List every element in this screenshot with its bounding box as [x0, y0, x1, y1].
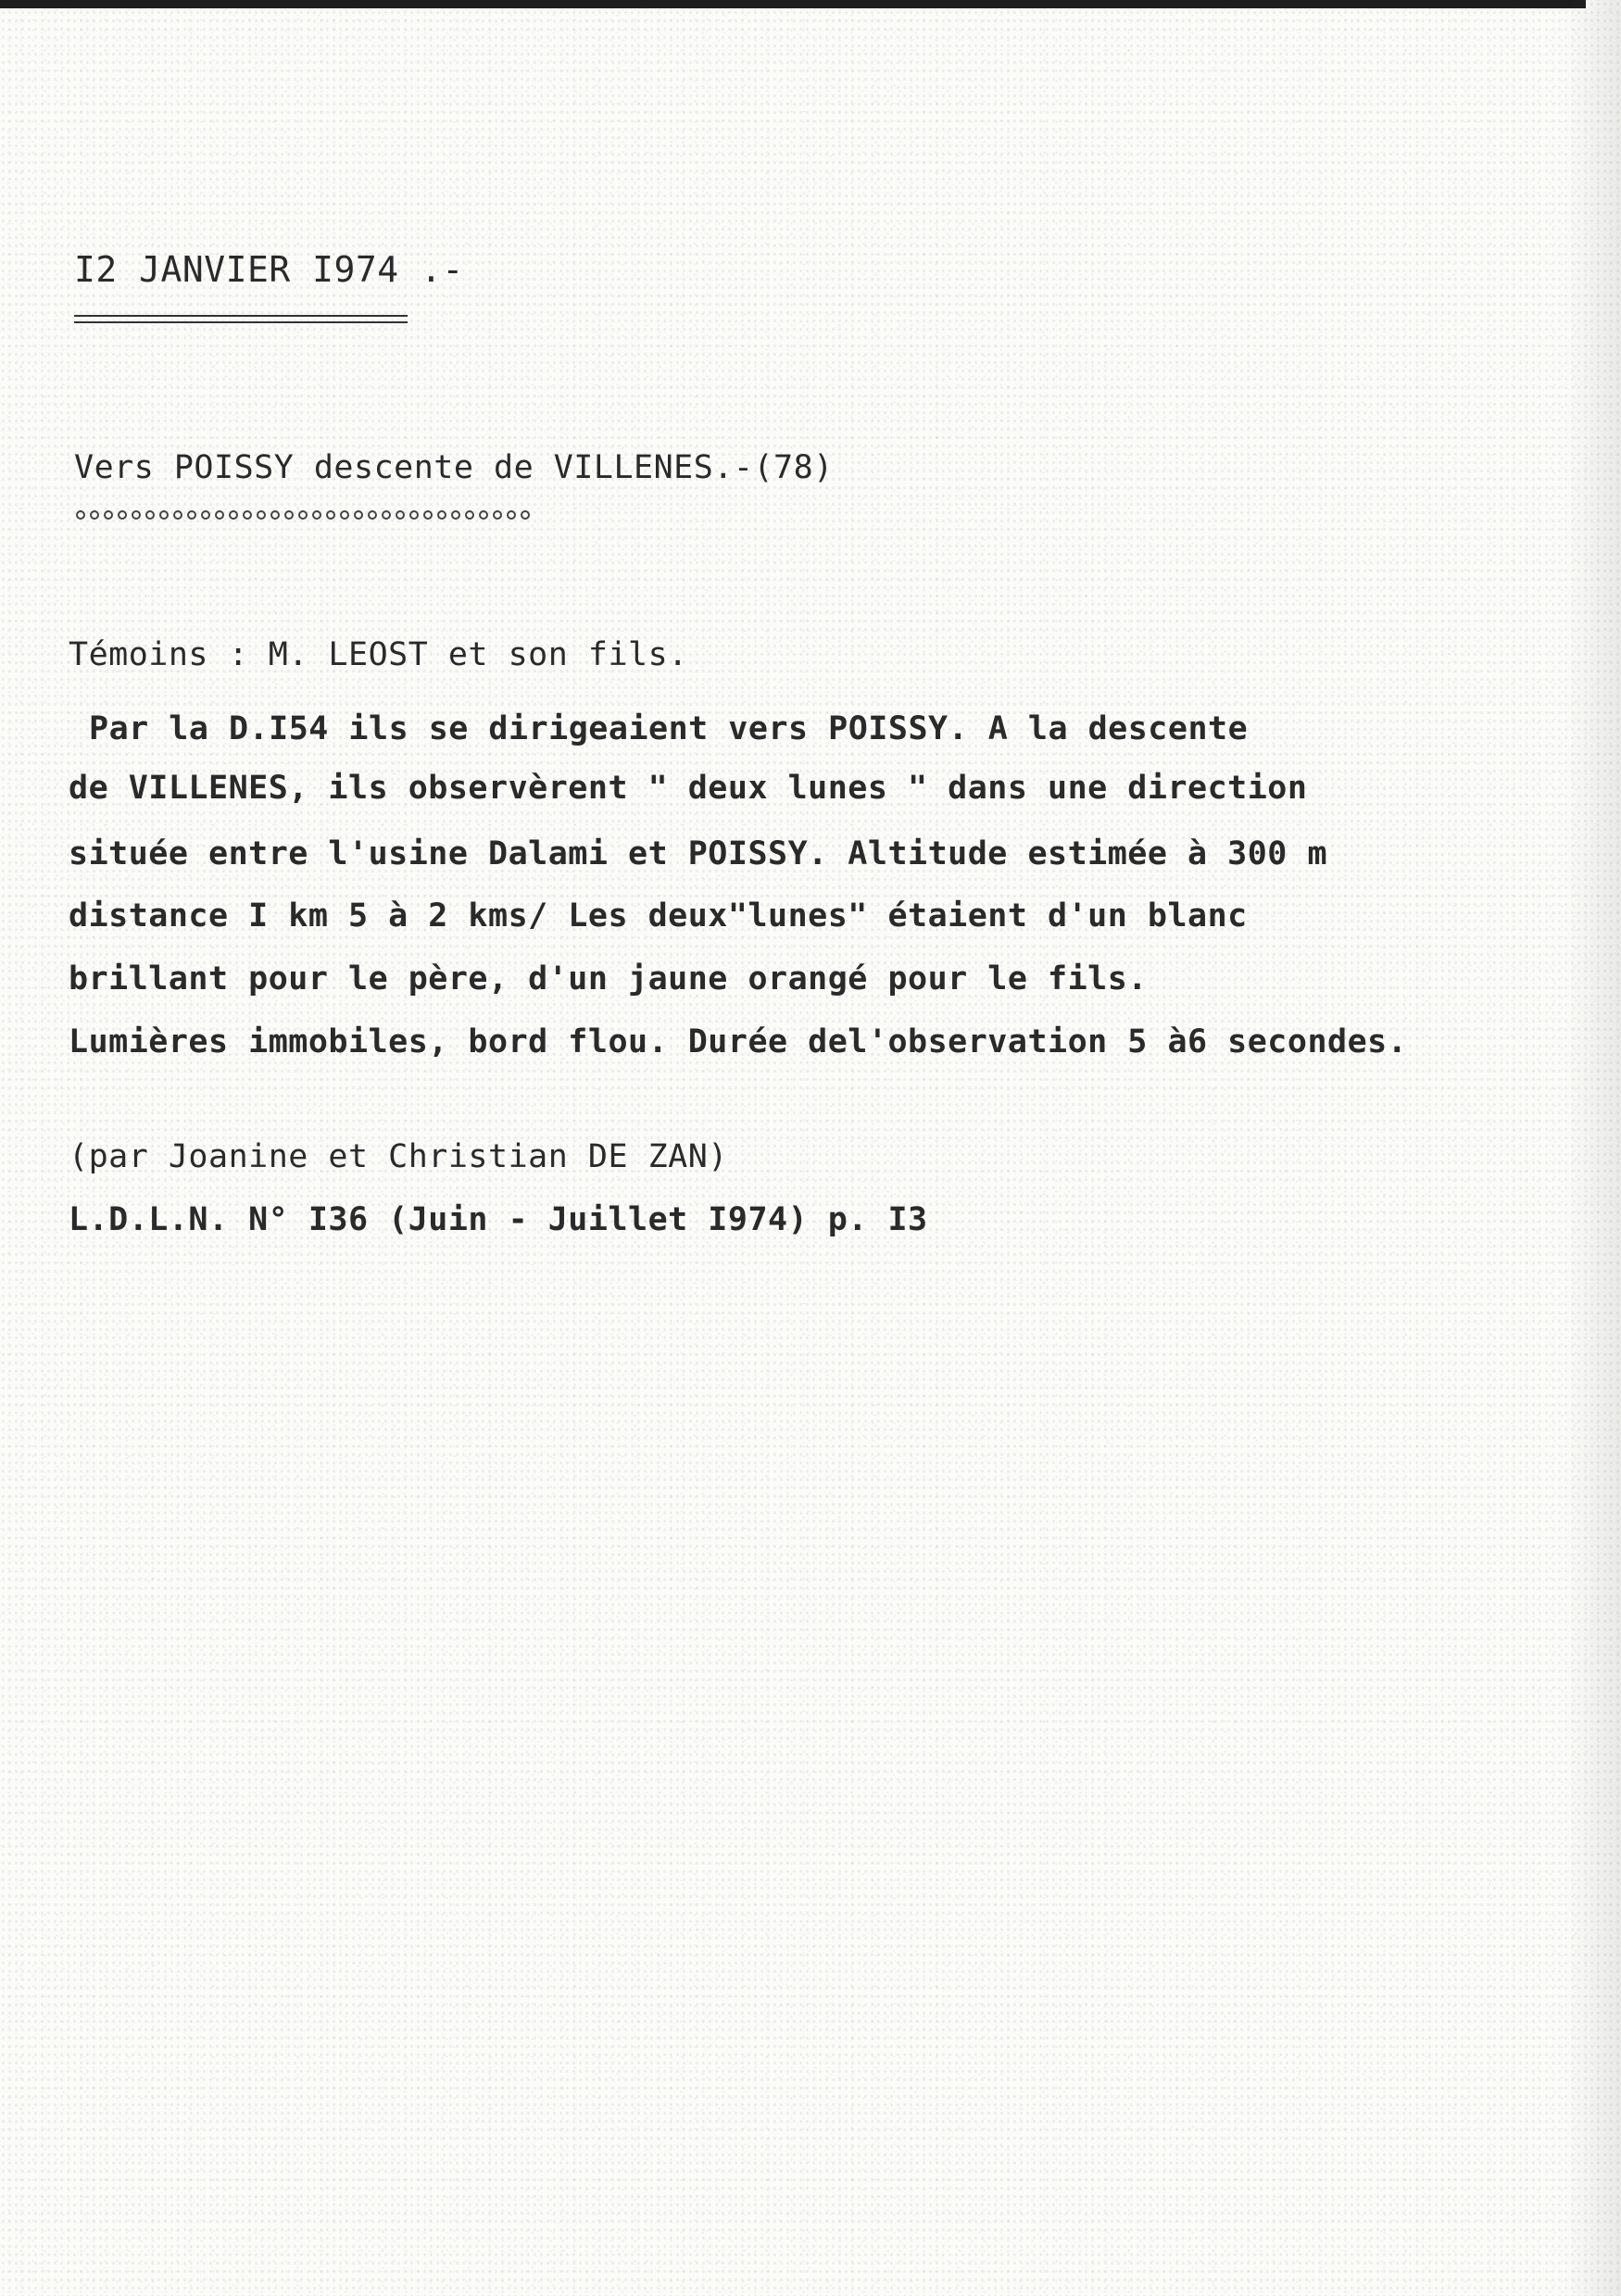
rule-circle	[284, 510, 294, 520]
rule-circle	[76, 510, 85, 520]
rule-circle	[437, 510, 446, 520]
rule-circle	[173, 510, 182, 520]
rule-circle	[145, 510, 155, 520]
body-line: distance I km 5 à 2 kms/ Les deux"lunes" étaient d'un blanc	[69, 897, 1248, 935]
rule-circle	[159, 510, 169, 520]
page-top-border	[0, 0, 1586, 8]
rule-circle	[215, 510, 224, 520]
rule-circle	[90, 510, 99, 520]
rule-circle	[187, 510, 196, 520]
rule-circle	[118, 510, 127, 520]
rule-circle	[493, 510, 502, 520]
rule-circle	[507, 510, 516, 520]
witnesses-line: Témoins : M. LEOST et son fils.	[69, 636, 688, 673]
report-date: I2 JANVIER I974 .-	[74, 249, 464, 290]
rule-circle	[312, 510, 321, 520]
rule-circle	[257, 510, 266, 520]
rule-circle	[201, 510, 210, 520]
rule-circle	[479, 510, 488, 520]
rule-circle	[298, 510, 308, 520]
body-line: de VILLENES, ils observèrent " deux lunes " dans une direction	[69, 770, 1308, 807]
page-right-edge-shadow	[1565, 0, 1621, 2296]
report-heading: Vers POISSY descente de VILLENES.-(78)	[74, 449, 834, 486]
circle-underline-rule	[76, 510, 530, 520]
rule-circle	[465, 510, 474, 520]
rule-circle	[229, 510, 238, 520]
credit-line: (par Joanine et Christian DE ZAN)	[69, 1138, 728, 1175]
body-line: Lumières immobiles, bord flou. Durée del'observation 5 à6 secondes.	[69, 1023, 1408, 1060]
rule-circle	[243, 510, 252, 520]
body-line: brillant pour le père, d'un jaune orangé pour le fils.	[69, 960, 1148, 997]
rule-circle	[340, 510, 349, 520]
rule-circle	[409, 510, 419, 520]
body-line: Par la D.I54 ils se dirigeaient vers POISSY. A la descente	[89, 710, 1249, 747]
rule-circle	[270, 510, 280, 520]
rule-circle	[132, 510, 141, 520]
rule-circle	[368, 510, 377, 520]
source-reference: L.D.L.N. N° I36 (Juin - Juillet I974) p. I3	[69, 1201, 928, 1238]
rule-circle	[326, 510, 335, 520]
rule-circle	[354, 510, 363, 520]
body-line: située entre l'usine Dalami et POISSY. Altitude estimée à 300 m	[69, 835, 1328, 872]
date-double-underline	[74, 315, 408, 323]
rule-circle	[382, 510, 391, 520]
rule-circle	[396, 510, 405, 520]
rule-circle	[451, 510, 460, 520]
rule-circle	[521, 510, 530, 520]
rule-circle	[423, 510, 433, 520]
rule-circle	[104, 510, 113, 520]
